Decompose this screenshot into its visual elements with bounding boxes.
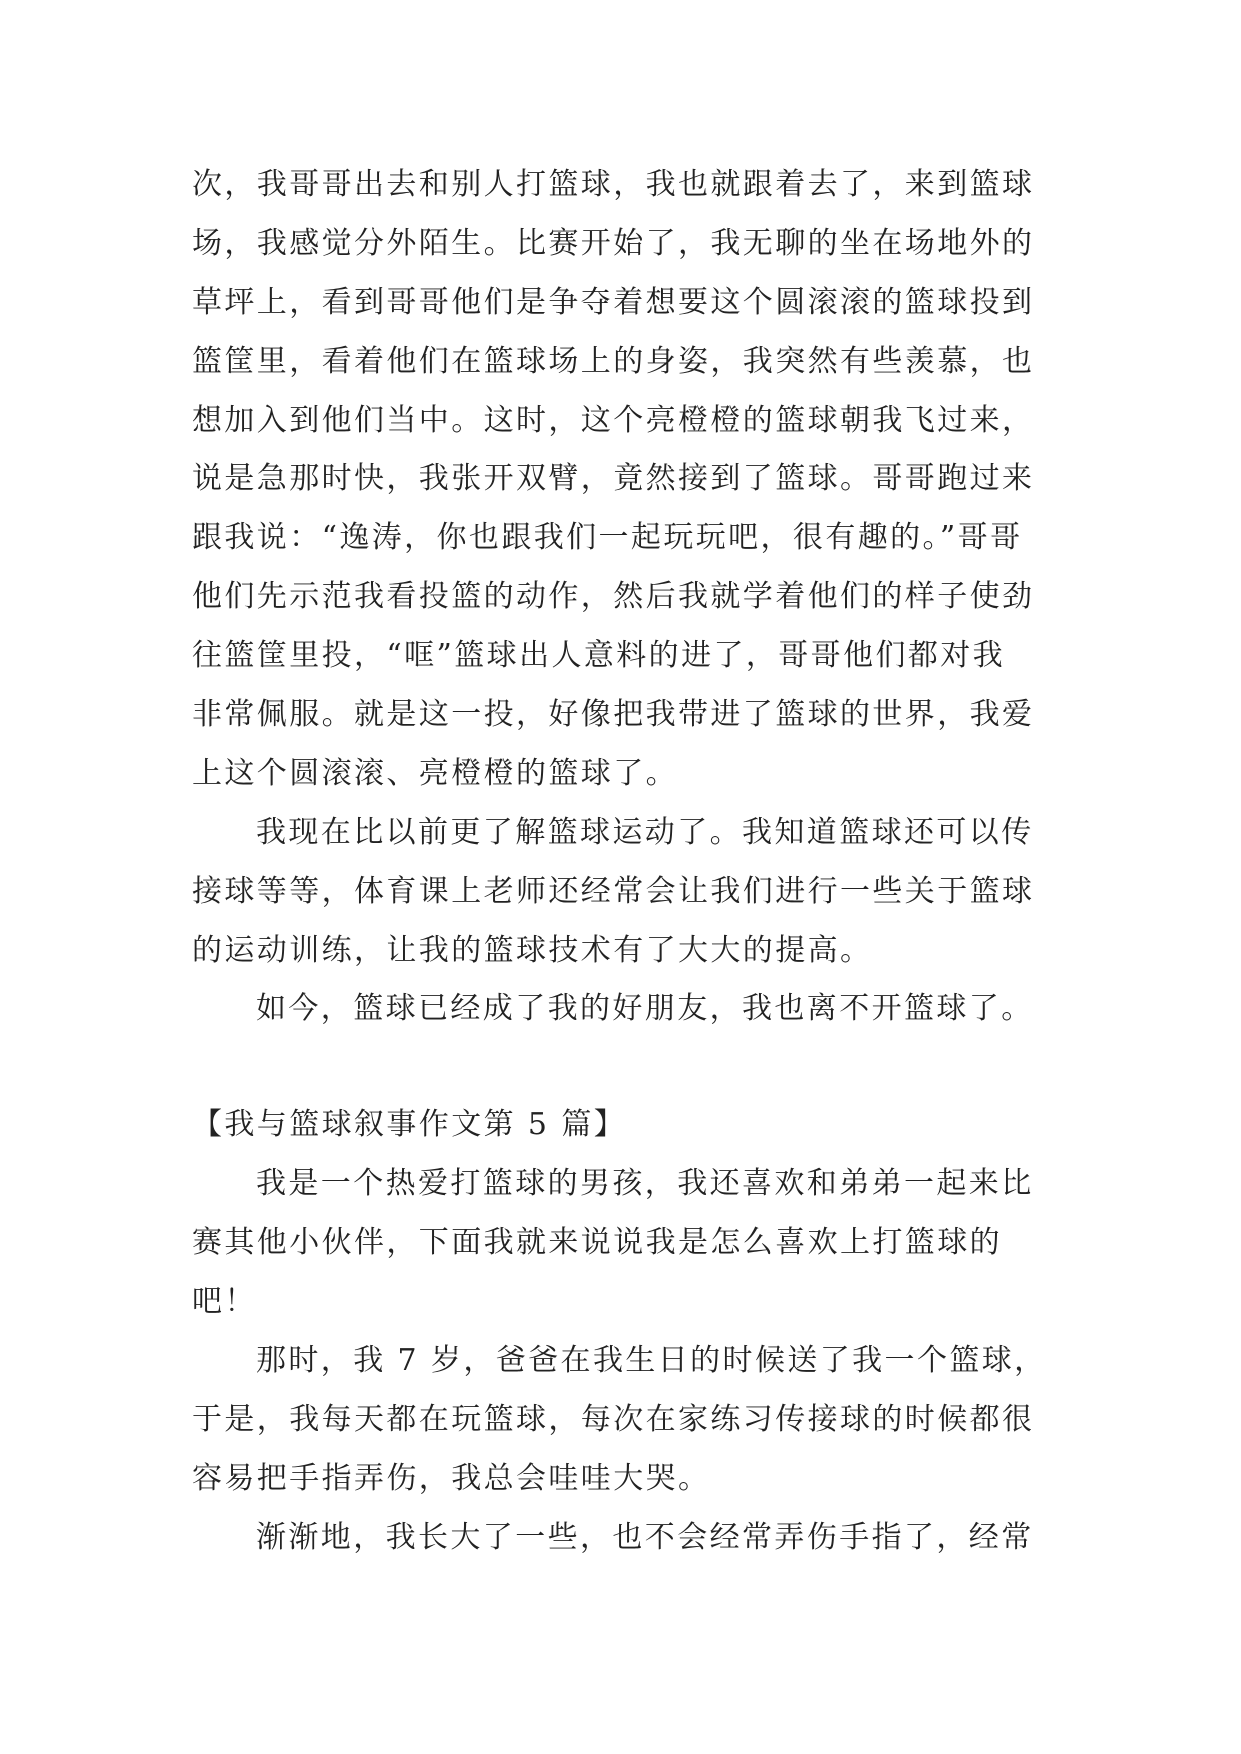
text-line: 说是急那时快，我张开双臂，竟然接到了篮球。哥哥跑过来	[192, 461, 1035, 497]
text-line: 篮筐里，看着他们在篮球场上的身姿，我突然有些羡慕，也	[192, 343, 1035, 379]
text-line: 容易把手指弄伤，我总会哇哇大哭。	[192, 1460, 711, 1496]
essay-5-body	[192, 1155, 1072, 1567]
text-line: 于是，我每天都在玩篮球，每次在家练习传接球的时候都很	[192, 1401, 1035, 1437]
text-line: 我现在比以前更了解篮球运动了。我知道篮球还可以传	[256, 814, 1034, 850]
text-line: 如今，篮球已经成了我的好朋友，我也离不开篮球了。	[256, 991, 1034, 1027]
text-line: 非常佩服。就是这一投，好像把我带进了篮球的世界，我爱	[192, 697, 1035, 733]
text-line: 渐渐地，我长大了一些，也不会经常弄伤手指了，经常	[256, 1519, 1034, 1555]
text-line: 我是一个热爱打篮球的男孩，我还喜欢和弟弟一起来比	[256, 1166, 1034, 1202]
text-line: 接球等等，体育课上老师还经常会让我们进行一些关于篮球	[192, 873, 1035, 909]
story-continuation	[192, 156, 1072, 1039]
text-line: 的运动训练，让我的篮球技术有了大大的提高。	[192, 932, 873, 968]
text-line: 上这个圆滚滚、亮橙橙的篮球了。	[192, 755, 678, 791]
text-line: 赛其他小伙伴，下面我就来说说我是怎么喜欢上打篮球的	[192, 1225, 1002, 1261]
text-line: 吧！	[192, 1284, 257, 1320]
text-line: 跟我说：“逸涛，你也跟我们一起玩玩吧，很有趣的。”哥哥	[192, 520, 1023, 556]
text-line: 那时，我 7 岁，爸爸在我生日的时候送了我一个篮球，	[256, 1342, 1047, 1378]
text-line: 他们先示范我看投篮的动作，然后我就学着他们的样子使劲	[192, 579, 1035, 615]
text-line: 想加入到他们当中。这时，这个亮橙橙的篮球朝我飞过来，	[192, 402, 1035, 438]
text-line: 次，我哥哥出去和别人打篮球，我也就跟着去了，来到篮球	[192, 167, 1035, 202]
section-gap	[192, 1039, 1072, 1096]
text-line: 往篮筐里投，“哐”篮球出人意料的进了，哥哥他们都对我	[192, 638, 1006, 674]
essay-heading: 【我与篮球叙事作文第 5 篇】	[192, 1107, 627, 1143]
text-line: 草坪上，看到哥哥他们是争夺着想要这个圆滚滚的篮球投到	[192, 284, 1035, 320]
text-line: 场，我感觉分外陌生。比赛开始了，我无聊的坐在场地外的	[192, 225, 1035, 261]
document-page	[192, 156, 1072, 1567]
